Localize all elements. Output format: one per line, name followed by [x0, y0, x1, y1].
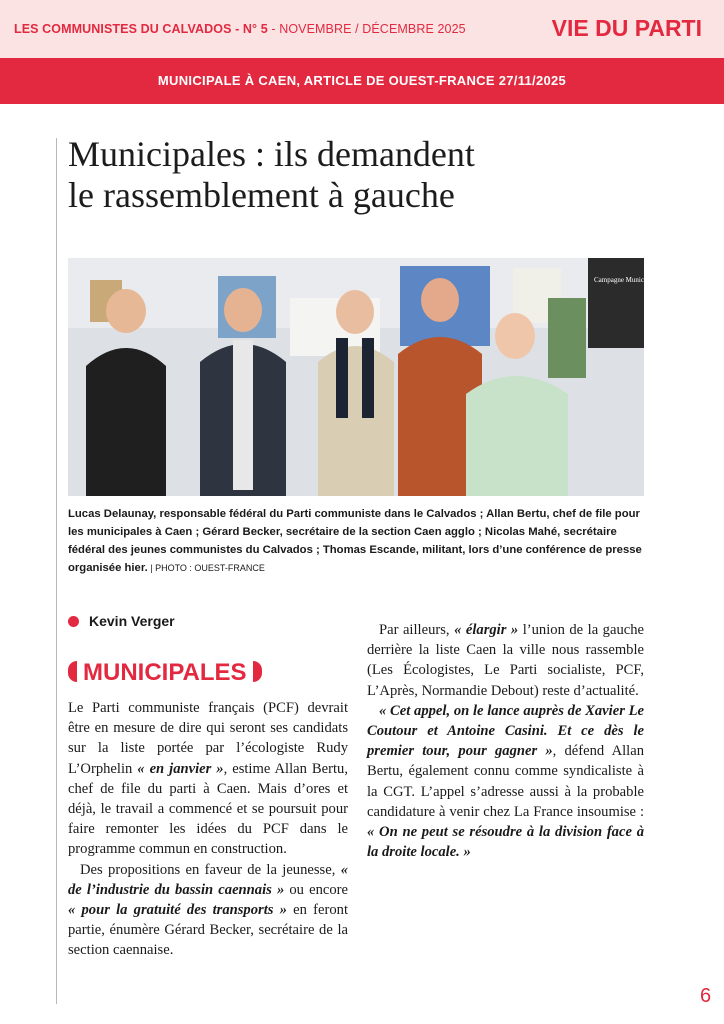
author-byline — [68, 613, 175, 629]
rubric-label: MUNICIPALES — [83, 659, 247, 686]
issue-date: - NOVEMBRE / DÉCEMBRE 2025 — [267, 22, 466, 36]
photo-caption — [68, 505, 642, 577]
author-name: Kevin Verger — [89, 613, 175, 629]
section-title: VIE DU PARTI — [551, 15, 702, 41]
headline-line-1: Municipales : ils demandent — [68, 134, 475, 174]
photo-credit: | PHOTO : OUEST-FRANCE — [147, 563, 265, 573]
paragraph-1: Le Parti communiste français (PCF) devrait être en mesure de dire qui seront ses candidats sur la liste portée par l’écologiste Rudy L’Orphelin « en janvier », estime Allan Bertu, chef de file du parti à Caen. Mais d’ores et déjà, le travail a commencé et se poursuit pour faire remonter les idées du PCF dans le programme commun en construction. — [68, 700, 348, 858]
article-headline — [68, 134, 628, 216]
rubric-left-icon — [68, 661, 77, 682]
headline-line-2: le rassemblement à gauche — [68, 175, 455, 215]
bullet-dot-icon — [68, 616, 79, 627]
banner-text: MUNICIPALE À CAEN, ARTICLE DE OUEST-FRANCE 27/11/2025 — [157, 73, 567, 88]
paragraph-3: Par ailleurs, « élargir » l’union de la gauche derrière la liste Caen la ville nous rassemble (Les Écologistes, Le Parti socialiste, PCF, L’Après, Normandie Debout) reste d’actualité. — [367, 622, 644, 699]
wall-poster — [548, 298, 586, 378]
poster-text: Campagne Municipale — [594, 276, 658, 284]
paragraph-4: « Cet appel, on le lance auprès de Xavier Le Coutour et Antoine Casini. Et ce dès le premier tour, pour gagner », défend Allan Bertu, également connu comme syndicaliste à la CGT. L’appel s’adresse aussi à la probable candidature à venir chez La France insoumise : « On ne peut se résoudre à la division face à la droite locale. » — [367, 702, 644, 861]
rubric-right-icon — [253, 661, 262, 682]
campaign-poster — [588, 258, 644, 348]
publication-title: LES COMMUNISTES DU CALVADOS - N° 5 - NOVEMBRE / DÉCEMBRE 2025 — [14, 22, 466, 36]
column-rule — [56, 138, 57, 1004]
paragraph-2: Des propositions en faveur de la jeunesse, « de l’industrie du bassin caennais » ou encore « pour la gratuité des transports » en feront partie, énumère Gérard Becker, secrétaire de la section caennaise. — [68, 861, 349, 959]
article-column-2 — [367, 620, 644, 862]
group-photo-illustration — [68, 258, 658, 496]
article-column-1 — [68, 698, 348, 961]
article-banner — [0, 58, 724, 104]
page-header — [0, 0, 724, 58]
article-photo — [68, 258, 658, 496]
page-number: 6 — [700, 985, 712, 1007]
caption-text: Lucas Delaunay, responsable fédéral du Parti communiste dans le Calvados ; Allan Bertu, chef de file pour les municipales à Caen ; Gérard Becker, secrétaire de la section Caen agglo ; Nicolas Mahé, secrétaire fédéral des jeunes communistes du Calvados ; Thomas Escande, militant, lors d’une conférence de presse organisée hier. — [68, 508, 642, 574]
rubric-heading — [68, 659, 262, 689]
